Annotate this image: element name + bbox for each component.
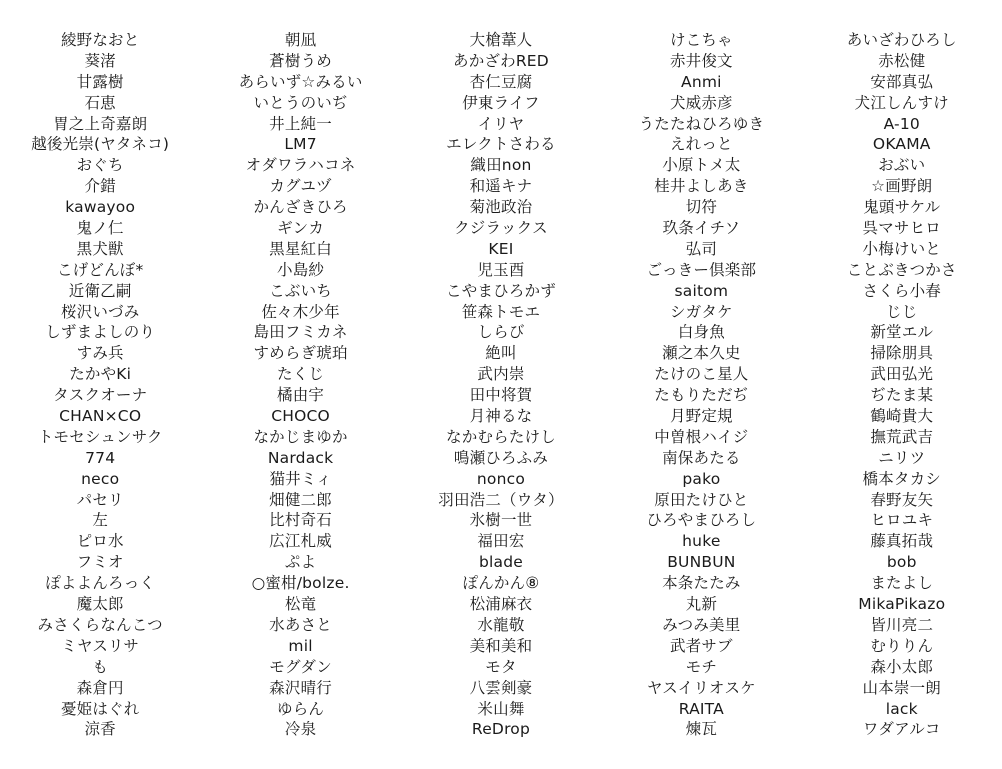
credit-name: 赤松健 [878, 51, 926, 70]
credit-name: 氷樹一世 [469, 511, 533, 530]
credit-name: BUNBUN [667, 553, 736, 572]
credit-name: 桜沢いづみ [60, 302, 140, 321]
credit-name: Anmi [681, 72, 722, 91]
credit-name: 福田宏 [477, 532, 525, 551]
credit-name: 月神るな [469, 407, 533, 426]
credit-name: 774 [85, 448, 116, 467]
credit-name: 月野定規 [669, 407, 733, 426]
credit-name: 畑健二郎 [269, 490, 332, 509]
credit-name: パセリ [76, 490, 124, 509]
credit-name: 島田フミカネ [253, 323, 348, 342]
credit-name: ○蜜柑/bolze. [251, 574, 350, 593]
credit-name: 絶叫 [485, 344, 517, 363]
credit-name: 原田たけひと [654, 490, 749, 509]
credit-name: 切符 [685, 198, 718, 217]
credit-name: kawayoo [65, 198, 136, 217]
credit-name: 鶴崎貴大 [870, 407, 934, 426]
credit-name: 鬼頭サケル [863, 198, 941, 217]
credit-name: モグダン [269, 657, 332, 676]
credit-name: Nardack [267, 448, 334, 467]
credit-name: pako [682, 469, 721, 488]
credit-name: エレクトさわる [446, 135, 556, 154]
credit-name: 笹森トモエ [461, 302, 541, 321]
credit-name: けこちゃ [669, 31, 733, 49]
credit-name: 新堂エル [870, 323, 934, 342]
credit-name: 比村奇石 [269, 511, 332, 530]
credit-name: 森倉円 [76, 678, 124, 697]
credits-column-1 [0, 30, 200, 769]
credit-name: あいざわひろし [846, 31, 957, 49]
credit-name: MikaPikazo [858, 595, 946, 614]
credit-name: 伊東ライフ [462, 93, 540, 112]
credit-name: たけのこ星人 [654, 365, 749, 384]
credit-name: あらいず☆みるい [238, 72, 363, 91]
credit-name: 武内崇 [477, 365, 525, 384]
credit-name: 大槍葦人 [469, 31, 533, 49]
credit-name: たもりただぢ [654, 386, 749, 405]
credit-name: 撫荒武吉 [870, 427, 934, 446]
credit-name: 魔太郎 [76, 595, 124, 614]
credit-name: 森沢晴行 [269, 678, 332, 697]
credit-name: うたたねひろゆき [638, 114, 765, 133]
credit-name: えれっと [669, 135, 733, 154]
credits-column-2 [200, 30, 400, 769]
credit-name: あかざわRED [453, 51, 549, 70]
credit-name: 葵渚 [84, 51, 116, 70]
credit-name: 猫井ミィ [269, 469, 332, 488]
credit-name: 桂井よしあき [654, 177, 749, 196]
credit-name: 石恵 [84, 93, 116, 112]
credit-name: モタ [485, 657, 517, 676]
credit-name: みさくらなんこつ [37, 615, 163, 634]
credit-name: かんざきひろ [253, 198, 348, 217]
credit-name: こぶいち [269, 281, 332, 300]
credit-name: 瀬之本久史 [662, 344, 741, 363]
credit-name: すめらぎ琥珀 [253, 344, 348, 363]
credit-name: 煉瓦 [685, 720, 718, 739]
credit-name: 小原トメ太 [662, 156, 741, 175]
credit-name: 橘由宇 [277, 386, 325, 405]
credit-name: 黒星紅白 [269, 239, 332, 258]
credit-name: すみ兵 [76, 344, 124, 363]
credit-name: こげどんぼ* [56, 260, 144, 279]
credit-name: 左 [92, 511, 109, 530]
credit-name: ひろやまひろし [646, 511, 757, 530]
credit-name: huke [682, 532, 721, 551]
credit-name: 山本崇一朗 [862, 678, 942, 697]
credit-name: しらび [477, 323, 525, 342]
credit-name: こやまひろかず [446, 281, 556, 300]
credit-name: モチ [685, 657, 718, 676]
credit-name: 森小太郎 [870, 657, 934, 676]
credit-name: neco [81, 469, 120, 488]
credit-name: ギンカ [277, 219, 325, 238]
credit-name: 越後光崇(ヤタネコ) [31, 135, 170, 154]
credit-name: タスクオーナ [53, 386, 148, 405]
credit-name: 春野友矢 [870, 490, 934, 509]
credit-name: オダワラハコネ [245, 156, 356, 175]
credit-name: KEI [488, 239, 514, 258]
credit-name: ヤスイリオスケ [646, 678, 756, 697]
credit-name: 南保あたる [662, 448, 741, 467]
credit-name: lack [885, 699, 918, 718]
credit-name: ワダアルコ [862, 720, 941, 739]
credit-name: 近衛乙嗣 [68, 281, 132, 300]
credit-name: イリヤ [477, 114, 525, 133]
credit-name: またよし [870, 574, 934, 593]
credit-name: 黒犬獣 [76, 239, 124, 258]
credit-name: ミヤスリサ [61, 636, 140, 655]
credit-name: 小島紗 [277, 260, 325, 279]
credit-name: 犬江しんすけ [854, 93, 949, 112]
credit-name: ゆらん [277, 699, 325, 718]
credit-name: なかむらたけし [446, 427, 556, 446]
credit-name: 犬威赤彦 [669, 93, 733, 112]
credit-name: bob [886, 553, 917, 572]
credit-name: blade [478, 553, 523, 572]
credit-name: 蒼樹うめ [269, 51, 332, 70]
credit-name: じじ [886, 302, 918, 321]
credit-name: 掃除朋具 [870, 344, 934, 363]
credit-name: 憂姫はぐれ [60, 699, 140, 718]
credit-name: さくら小春 [862, 281, 942, 300]
credit-name: 児玉酉 [477, 260, 525, 279]
credit-name: nonco [476, 469, 526, 488]
credit-name: 鬼ノ仁 [76, 219, 124, 238]
credit-name: ヒロユキ [870, 511, 934, 530]
credit-name: クジラックス [454, 219, 548, 238]
credit-name: ぢたま某 [870, 386, 934, 405]
credit-name: 白身魚 [677, 323, 725, 342]
credit-name: 米山舞 [477, 699, 525, 718]
credit-name: なかじまゆか [253, 427, 348, 446]
credit-name: フミオ [76, 553, 124, 572]
credit-name: 藤真拓哉 [870, 532, 934, 551]
credit-name: 涼香 [84, 720, 116, 739]
credit-name: 安部真弘 [870, 72, 934, 91]
credit-name: 弘司 [685, 239, 718, 258]
credit-name: しずまよしのり [45, 323, 156, 342]
credit-name: 水あさと [269, 615, 332, 634]
credit-name: ごっきー倶楽部 [646, 260, 757, 279]
credit-name: ☆画野朗 [871, 177, 933, 196]
credit-name: 小梅けいと [862, 239, 942, 258]
credit-name: 本条たたみ [662, 574, 741, 593]
credit-name: 呉マサヒロ [862, 219, 942, 238]
credit-name: おぶい [878, 156, 926, 175]
credit-name: 朝凪 [284, 31, 317, 49]
credit-name: おぐち [76, 156, 124, 175]
credit-name: いとうのいぢ [253, 93, 348, 112]
credit-name: むりりん [870, 636, 934, 655]
credit-name: 赤井俊文 [669, 51, 733, 70]
credit-name: 広江札威 [269, 532, 332, 551]
credits-column-3 [401, 30, 601, 769]
credit-name: 織田non [470, 156, 532, 175]
credit-name: saitom [674, 281, 729, 300]
credit-name: CHAN×CO [59, 407, 142, 426]
credit-name: 和遥キナ [469, 177, 533, 196]
credit-name: CHOCO [271, 407, 330, 426]
credit-name: 佐々木少年 [261, 302, 340, 321]
credit-name: 綾野なおと [60, 31, 140, 49]
credit-name: OKAMA [872, 135, 931, 154]
credit-name: 水龍敬 [477, 615, 525, 634]
credit-name: 皆川亮二 [870, 615, 934, 634]
credit-name: 松竜 [284, 595, 317, 614]
credits-column-4 [601, 30, 801, 769]
credit-name: LM7 [284, 135, 317, 154]
credit-name: カグユヅ [269, 177, 332, 196]
credit-name: ぽんかん⑧ [462, 574, 540, 593]
credit-name: たくじ [277, 365, 325, 384]
credit-name: 羽田浩二（ウタ） [438, 490, 564, 509]
credit-name: ReDrop [471, 720, 531, 739]
credit-name: ニリツ [878, 448, 926, 467]
credit-name: A-10 [883, 114, 920, 133]
credit-name: 鳴瀬ひろふみ [453, 448, 549, 467]
credit-name: 松浦麻衣 [469, 595, 533, 614]
credit-name: シガタケ [669, 302, 733, 321]
credit-name: mil [288, 636, 313, 655]
credit-name: みつみ美里 [662, 615, 741, 634]
credit-name: ぽよよんろっく [45, 574, 156, 593]
credit-name: 冷泉 [284, 720, 317, 739]
credit-name: 八雲剣豪 [469, 678, 533, 697]
credit-name: RAITA [678, 699, 724, 718]
credit-name: 橋本タカシ [862, 469, 942, 488]
credits-column-5 [802, 30, 1002, 769]
credit-name: たかやKi [69, 365, 132, 384]
credit-name: 美和美和 [469, 636, 533, 655]
credit-name: 田中将賀 [469, 386, 533, 405]
credit-name: 菊池政治 [469, 198, 533, 217]
credit-name: ことぶきつかさ [846, 260, 957, 279]
credit-name: 甘露樹 [76, 72, 124, 91]
credit-name: 中曽根ハイジ [654, 427, 749, 446]
credit-name: 玖条イチソ [662, 219, 741, 238]
credit-name: 武者サブ [669, 636, 733, 655]
credit-name: 武田弘光 [870, 365, 934, 384]
credit-name: ぷよ [284, 553, 317, 572]
credit-name: 井上純一 [269, 114, 332, 133]
credit-name: 丸新 [685, 595, 718, 614]
credit-name: トモセシュンサク [37, 427, 163, 446]
credit-name: ピロ水 [76, 532, 124, 551]
credit-name: 介錯 [84, 177, 116, 196]
credit-name: 胃之上奇嘉朗 [53, 114, 148, 133]
credit-name: も [92, 657, 109, 676]
credit-name: 杏仁豆腐 [469, 72, 533, 91]
